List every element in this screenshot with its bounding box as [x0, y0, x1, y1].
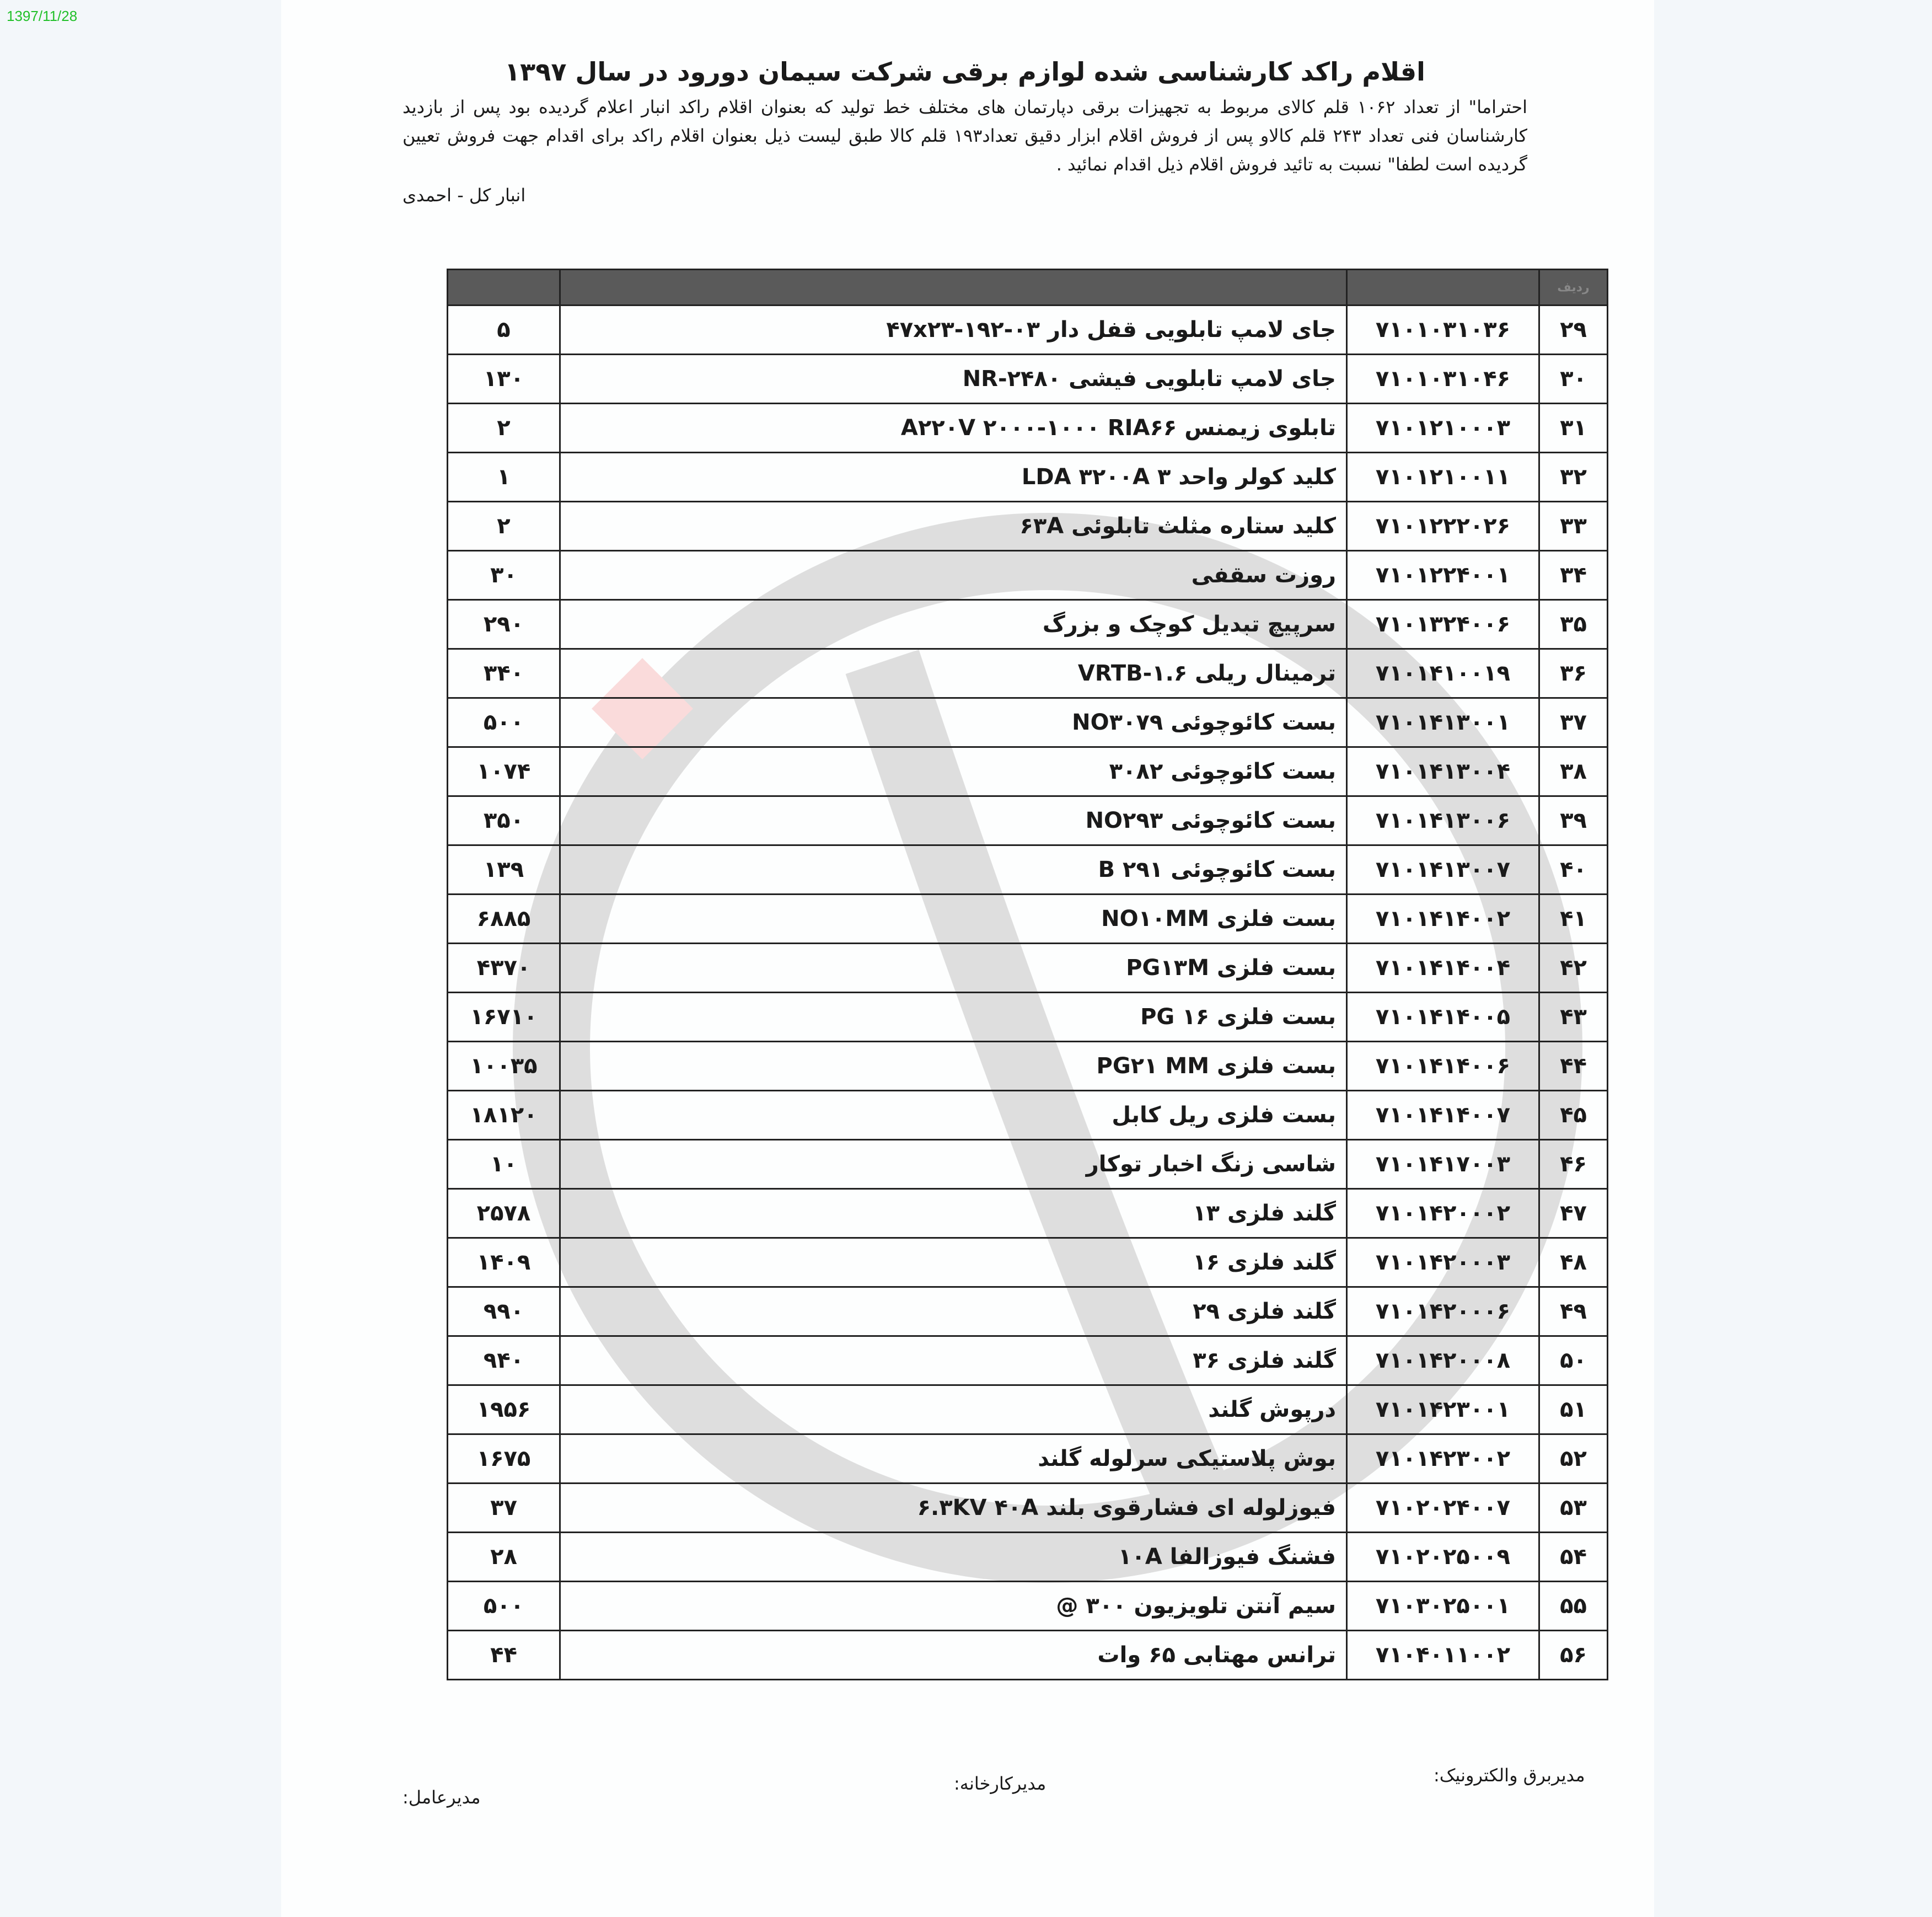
- item-code: ۷۱۰۱۴۱۷۰۰۳: [1347, 1140, 1539, 1189]
- row-number: ۳۰: [1539, 355, 1608, 404]
- table-row: [448, 1385, 1608, 1434]
- item-code: ۷۱۰۲۰۲۴۰۰۷: [1347, 1484, 1539, 1533]
- item-code: ۷۱۰۱۴۲۰۰۰۸: [1347, 1336, 1539, 1385]
- item-quantity: ۳۵۰: [448, 796, 560, 845]
- row-number: ۳۹: [1539, 796, 1608, 845]
- item-description: گلند فلزی ۳۶: [560, 1336, 1347, 1385]
- item-code: ۷۱۰۱۴۲۰۰۰۶: [1347, 1287, 1539, 1336]
- table-row: [448, 1434, 1608, 1484]
- item-description: بست فلزی PG ۱۶: [560, 993, 1347, 1042]
- item-code: ۷۱۰۱۰۳۱۰۴۶: [1347, 355, 1539, 404]
- table-row: [448, 1336, 1608, 1385]
- row-number: ۵۱: [1539, 1385, 1608, 1434]
- table-row: [448, 1091, 1608, 1140]
- item-code: ۷۱۰۱۴۱۴۰۰۴: [1347, 944, 1539, 993]
- table-row: [448, 649, 1608, 698]
- warehouse-signature: انبار کل - احمدی: [402, 185, 526, 206]
- table-row: [448, 698, 1608, 747]
- item-description: ترانس مهتابی ۶۵ وات: [560, 1631, 1347, 1680]
- item-quantity: ۲۵۷۸: [448, 1189, 560, 1238]
- row-number: ۳۷: [1539, 698, 1608, 747]
- item-quantity: ۱۶۷۵: [448, 1434, 560, 1484]
- item-description: جای لامپ تابلویی فیشی NR-۲۴۸۰: [560, 355, 1347, 404]
- table-row: [448, 306, 1608, 355]
- item-description: ترمینال ریلی VRTB-۱.۶: [560, 649, 1347, 698]
- item-quantity: ۹۴۰: [448, 1336, 560, 1385]
- item-code: ۷۱۰۱۴۱۴۰۰۵: [1347, 993, 1539, 1042]
- item-description: فشنگ فیوزالفا ۱۰A: [560, 1533, 1347, 1582]
- header-quantity: [448, 270, 560, 306]
- table-row: [448, 355, 1608, 404]
- table-row: [448, 1533, 1608, 1582]
- header-code: [1347, 270, 1539, 306]
- item-code: ۷۱۰۱۲۱۰۰۰۳: [1347, 404, 1539, 453]
- item-code: ۷۱۰۱۴۲۰۰۰۳: [1347, 1238, 1539, 1287]
- item-description: بست کائوچوئی B ۲۹۱: [560, 845, 1347, 895]
- item-description: بست کائوچوئی NO۲۹۳: [560, 796, 1347, 845]
- item-description: بوش پلاستیکی سرلوله گلند: [560, 1434, 1347, 1484]
- item-description: فیوزلوله ای فشارقوی بلند ۶.۳KV ۴۰A: [560, 1484, 1347, 1533]
- item-quantity: ۵۰۰: [448, 698, 560, 747]
- item-description: سیم آنتن تلویزیون ۳۰۰ @: [560, 1582, 1347, 1631]
- item-code: ۷۱۰۱۲۲۲۰۲۶: [1347, 502, 1539, 551]
- header-row-number: ردیف: [1539, 270, 1608, 306]
- item-description: روزت سقفی: [560, 551, 1347, 600]
- row-number: ۴۵: [1539, 1091, 1608, 1140]
- item-quantity: ۲۹۰: [448, 600, 560, 649]
- row-number: ۳۱: [1539, 404, 1608, 453]
- row-number: ۴۱: [1539, 895, 1608, 944]
- table-row: [448, 944, 1608, 993]
- table-row: [448, 453, 1608, 502]
- item-code: ۷۱۰۱۴۱۳۰۰۴: [1347, 747, 1539, 796]
- item-code: ۷۱۰۱۴۱۳۰۰۶: [1347, 796, 1539, 845]
- table-row: [448, 1189, 1608, 1238]
- item-quantity: ۴۴: [448, 1631, 560, 1680]
- row-number: ۳۵: [1539, 600, 1608, 649]
- item-quantity: ۱۴۰۹: [448, 1238, 560, 1287]
- header-description: [560, 270, 1347, 306]
- item-quantity: ۴۳۷۰: [448, 944, 560, 993]
- item-quantity: ۱۰۷۴: [448, 747, 560, 796]
- item-code: ۷۱۰۱۴۱۴۰۰۲: [1347, 895, 1539, 944]
- row-number: ۵۴: [1539, 1533, 1608, 1582]
- item-code: ۷۱۰۴۰۱۱۰۰۲: [1347, 1631, 1539, 1680]
- item-code: ۷۱۰۱۴۱۳۰۰۱: [1347, 698, 1539, 747]
- item-code: ۷۱۰۱۴۱۳۰۰۷: [1347, 845, 1539, 895]
- item-quantity: ۱۰۰۳۵: [448, 1042, 560, 1091]
- item-code: ۷۱۰۲۰۲۵۰۰۹: [1347, 1533, 1539, 1582]
- table-row: [448, 551, 1608, 600]
- item-code: ۷۱۰۱۴۱۴۰۰۶: [1347, 1042, 1539, 1091]
- item-quantity: ۳۴۰: [448, 649, 560, 698]
- item-description: بست فلزی PG۲۱ MM: [560, 1042, 1347, 1091]
- row-number: ۴۴: [1539, 1042, 1608, 1091]
- item-code: ۷۱۰۱۲۲۴۰۰۱: [1347, 551, 1539, 600]
- table-row: [448, 1287, 1608, 1336]
- table-row: [448, 993, 1608, 1042]
- row-number: ۴۸: [1539, 1238, 1608, 1287]
- electrical-manager-label: مدیربرق والکترونیک:: [1434, 1765, 1585, 1786]
- row-number: ۴۲: [1539, 944, 1608, 993]
- factory-manager-label: مدیرکارخانه:: [954, 1773, 1046, 1794]
- items-table: [447, 269, 1608, 1680]
- item-quantity: ۱۸۱۲۰: [448, 1091, 560, 1140]
- row-number: ۳۶: [1539, 649, 1608, 698]
- row-number: ۳۸: [1539, 747, 1608, 796]
- item-code: ۷۱۰۱۲۱۰۰۱۱: [1347, 453, 1539, 502]
- table-row: [448, 600, 1608, 649]
- item-quantity: ۱۳۹: [448, 845, 560, 895]
- row-number: ۵۳: [1539, 1484, 1608, 1533]
- intro-paragraph: احتراما" از تعداد ۱۰۶۲ قلم کالای مربوط به تجهیزات برقی دپارتمان های مختلف خط تولید که بعنوان اقلام راکد انبار اعلام گردیده بود پس از بازدید کارشناسان فنی تعداد ۲۴۳ قلم کالاو پس از فروش اقلام ابزار دقیق تعداد۱۹۳ قلم کالا طبق لیست ذیل بعنوان اقلام راکد برای اقدام جهت فروش تعیین گردیده است لطفا" نسبت به تائید فروش اقلام ذیل اقدام نمائید .: [402, 97, 1528, 175]
- table-row: [448, 1582, 1608, 1631]
- item-quantity: ۳۰: [448, 551, 560, 600]
- item-description: بست فلزی NO۱۰MM: [560, 895, 1347, 944]
- item-code: ۷۱۰۱۴۲۳۰۰۱: [1347, 1385, 1539, 1434]
- row-number: ۳۲: [1539, 453, 1608, 502]
- item-quantity: ۱۶۷۱۰: [448, 993, 560, 1042]
- item-quantity: ۵: [448, 306, 560, 355]
- item-code: ۷۱۰۱۴۲۳۰۰۲: [1347, 1434, 1539, 1484]
- table-header-row: [448, 270, 1608, 306]
- table-row: [448, 1631, 1608, 1680]
- table-row: [448, 1140, 1608, 1189]
- item-code: ۷۱۰۱۴۲۰۰۰۲: [1347, 1189, 1539, 1238]
- item-quantity: ۱۳۰: [448, 355, 560, 404]
- item-description: گلند فلزی ۲۹: [560, 1287, 1347, 1336]
- item-quantity: ۲: [448, 502, 560, 551]
- item-quantity: ۱۰: [448, 1140, 560, 1189]
- table-row: [448, 895, 1608, 944]
- ceo-label: مدیرعامل:: [402, 1787, 481, 1808]
- row-number: ۵۵: [1539, 1582, 1608, 1631]
- row-number: ۴۳: [1539, 993, 1608, 1042]
- row-number: ۴۰: [1539, 845, 1608, 895]
- table-row: [448, 845, 1608, 895]
- date-stamp: 1397/11/28: [7, 8, 78, 24]
- item-code: ۷۱۰۱۴۱۴۰۰۷: [1347, 1091, 1539, 1140]
- item-description: درپوش گلند: [560, 1385, 1347, 1434]
- item-quantity: ۲۸: [448, 1533, 560, 1582]
- item-quantity: ۱: [448, 453, 560, 502]
- item-quantity: ۲: [448, 404, 560, 453]
- row-number: ۴۶: [1539, 1140, 1608, 1189]
- document-header: [402, 55, 1527, 207]
- row-number: ۵۰: [1539, 1336, 1608, 1385]
- item-description: کلید کولر واحد ۳ LDA ۳۲۰۰A: [560, 453, 1347, 502]
- item-code: ۷۱۰۱۴۱۰۰۱۹: [1347, 649, 1539, 698]
- item-quantity: ۱۹۵۶: [448, 1385, 560, 1434]
- item-description: شاسی زنگ اخبار توکار: [560, 1140, 1347, 1189]
- item-quantity: ۹۹۰: [448, 1287, 560, 1336]
- table-row: [448, 747, 1608, 796]
- item-description: جای لامپ تابلویی قفل دار ۰۳-۱۹۲-۴۷x۲۳: [560, 306, 1347, 355]
- row-number: ۵۶: [1539, 1631, 1608, 1680]
- item-description: بست کائوچوئی ۳۰۸۲: [560, 747, 1347, 796]
- table-row: [448, 796, 1608, 845]
- item-description: تابلوی زیمنس A۲۲۰V ۲۰۰۰-۱۰۰۰ RIA۶۶: [560, 404, 1347, 453]
- row-number: ۳۴: [1539, 551, 1608, 600]
- row-number: ۴۷: [1539, 1189, 1608, 1238]
- item-description: گلند فلزی ۱۶: [560, 1238, 1347, 1287]
- row-number: ۳۳: [1539, 502, 1608, 551]
- row-number: ۴۹: [1539, 1287, 1608, 1336]
- table-row: [448, 1484, 1608, 1533]
- item-description: سرپیچ تبدیل کوچک و بزرگ: [560, 600, 1347, 649]
- item-description: گلند فلزی ۱۳: [560, 1189, 1347, 1238]
- table-row: [448, 1042, 1608, 1091]
- document-title: اقلام راکد کارشناسی شده لوازم برقی شرکت سیمان دورود در سال ۱۳۹۷: [505, 57, 1425, 87]
- item-description: کلید ستاره مثلث تابلوئی ۶۳A: [560, 502, 1347, 551]
- table-row: [448, 502, 1608, 551]
- row-number: ۲۹: [1539, 306, 1608, 355]
- row-number: ۵۲: [1539, 1434, 1608, 1484]
- item-quantity: ۳۷: [448, 1484, 560, 1533]
- table-row: [448, 1238, 1608, 1287]
- item-code: ۷۱۰۳۰۲۵۰۰۱: [1347, 1582, 1539, 1631]
- item-quantity: ۵۰۰: [448, 1582, 560, 1631]
- item-quantity: ۶۸۸۵: [448, 895, 560, 944]
- item-code: ۷۱۰۱۳۲۴۰۰۶: [1347, 600, 1539, 649]
- item-description: بست کائوچوئی NO۳۰۷۹: [560, 698, 1347, 747]
- item-description: بست فلزی ریل کابل: [560, 1091, 1347, 1140]
- item-description: بست فلزی PG۱۳M: [560, 944, 1347, 993]
- table-row: [448, 404, 1608, 453]
- item-code: ۷۱۰۱۰۳۱۰۳۶: [1347, 306, 1539, 355]
